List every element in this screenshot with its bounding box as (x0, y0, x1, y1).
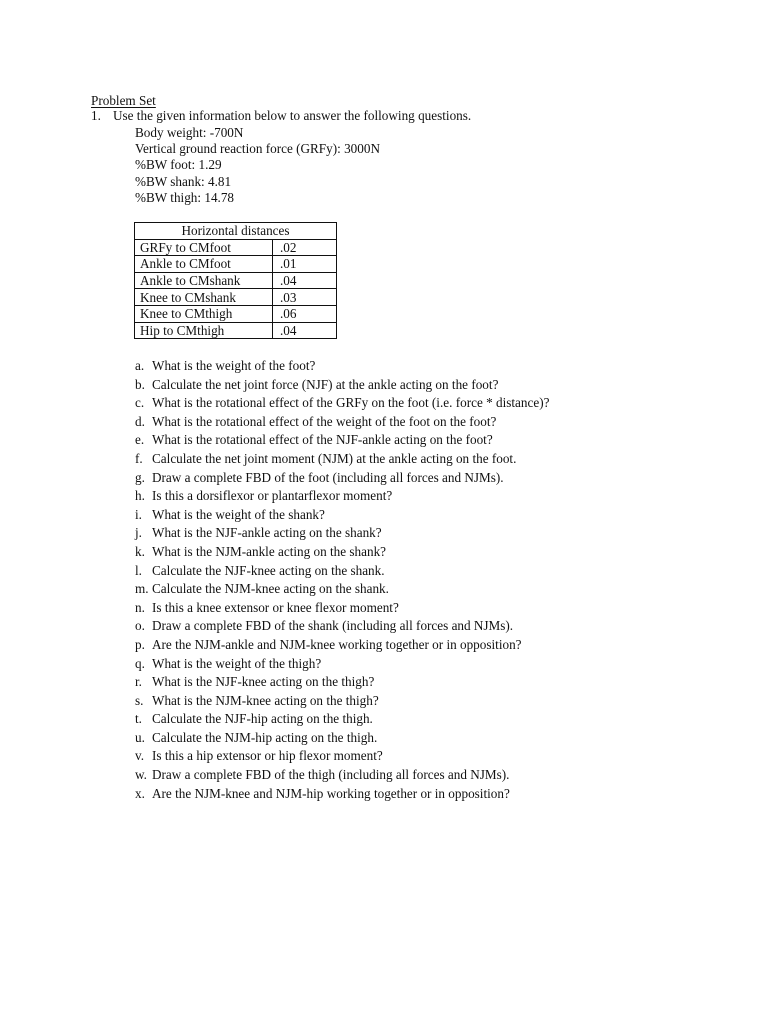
question-text: What is the NJM-ankle acting on the shank? (152, 543, 387, 559)
question-item (135, 524, 549, 543)
question-text: Draw a complete FBD of the shank (including all forces and NJMs). (152, 618, 514, 634)
table-row (135, 289, 337, 306)
question-item (135, 413, 549, 432)
question-text: Are the NJM-knee and NJM-hip working together or in opposition? (152, 785, 510, 801)
given-bw-foot: %BW foot: 1.29 (135, 157, 222, 173)
question-letter: p. (135, 636, 145, 652)
question-letter: l. (135, 562, 142, 578)
question-item (135, 394, 549, 413)
question-text: What is the rotational effect of the GRFy on the foot (i.e. force * distance)? (152, 395, 550, 411)
given-grfy: Vertical ground reaction force (GRFy): 3000N (135, 141, 380, 157)
table-cell-label: Hip to CMthigh (135, 322, 273, 339)
question-letter: f. (135, 450, 143, 466)
question-item (135, 617, 549, 636)
item-number: 1. (91, 108, 101, 123)
question-letter: n. (135, 599, 145, 615)
question-text: Calculate the NJM-hip acting on the thigh. (152, 729, 378, 745)
question-letter: x. (135, 785, 145, 801)
question-item (135, 450, 549, 469)
question-text: What is the NJF-knee acting on the thigh? (152, 674, 375, 690)
question-item (135, 636, 549, 655)
question-text: What is the rotational effect of the weight of the foot on the foot? (152, 413, 497, 429)
question-text: Is this a dorsiflexor or plantarflexor moment? (152, 488, 393, 504)
question-letter: h. (135, 488, 145, 504)
question-list (135, 357, 549, 803)
question-text: Calculate the NJF-hip acting on the thigh. (152, 711, 373, 727)
document-title: Problem Set (91, 93, 156, 108)
question-item (135, 599, 549, 618)
table-cell-value: .03 (273, 289, 337, 306)
question-text: Is this a hip extensor or hip flexor moment? (152, 748, 383, 764)
question-text: Is this a knee extensor or knee flexor moment? (152, 599, 399, 615)
question-item (135, 562, 549, 581)
question-letter: r. (135, 674, 142, 690)
table-row (135, 305, 337, 322)
horizontal-distances-table (134, 222, 337, 339)
question-item (135, 431, 549, 450)
question-item (135, 710, 549, 729)
question-item (135, 357, 549, 376)
question-text: Draw a complete FBD of the thigh (including all forces and NJMs). (152, 767, 510, 783)
table-cell-value: .02 (273, 239, 337, 256)
question-letter: c. (135, 395, 145, 411)
question-item (135, 376, 549, 395)
question-letter: k. (135, 543, 145, 559)
question-text: What is the weight of the shank? (152, 506, 325, 522)
table-cell-value: .04 (273, 272, 337, 289)
given-body-weight: Body weight: -700N (135, 125, 244, 140)
question-text: What is the weight of the thigh? (152, 655, 322, 671)
table-cell-label: GRFy to CMfoot (135, 239, 273, 256)
table-cell-label: Knee to CMshank (135, 289, 273, 306)
table-cell-value: .06 (273, 305, 337, 322)
question-letter: e. (135, 432, 145, 448)
question-item (135, 747, 549, 766)
table-row (135, 256, 337, 273)
given-bw-shank: %BW shank: 4.81 (135, 173, 232, 189)
question-item (135, 543, 549, 562)
table-row (135, 239, 337, 256)
question-text: What is the NJM-knee acting on the thigh? (152, 692, 379, 708)
question-letter: u. (135, 729, 145, 745)
question-letter: s. (135, 692, 144, 708)
given-information-list (135, 125, 380, 206)
question-letter: j. (135, 525, 142, 541)
question-item (135, 487, 549, 506)
question-letter: w. (135, 767, 147, 783)
table-cell-value: .01 (273, 256, 337, 273)
question-item (135, 580, 549, 599)
question-item (135, 692, 549, 711)
question-item (135, 766, 549, 785)
question-text: Calculate the NJF-knee acting on the shank. (152, 562, 385, 578)
question-letter: i. (135, 506, 142, 522)
table-cell-label: Ankle to CMfoot (135, 256, 273, 273)
question-text: What is the weight of the foot? (152, 358, 316, 373)
question-letter: v. (135, 748, 145, 764)
table-row (135, 322, 337, 339)
question-item (135, 655, 549, 674)
question-item (135, 673, 549, 692)
given-bw-thigh: %BW thigh: 14.78 (135, 189, 235, 205)
question-text: Draw a complete FBD of the foot (including all forces and NJMs). (152, 469, 504, 485)
question-letter: a. (135, 358, 145, 373)
table-header: Horizontal distances (135, 223, 337, 240)
question-letter: o. (135, 618, 145, 634)
table-cell-value: .04 (273, 322, 337, 339)
question-text: What is the rotational effect of the NJF-ankle acting on the foot? (152, 432, 493, 448)
question-item (135, 506, 549, 525)
question-item (135, 469, 549, 488)
table-row (135, 272, 337, 289)
question-letter: t. (135, 711, 142, 727)
question-letter: g. (135, 469, 145, 485)
table-cell-label: Ankle to CMshank (135, 272, 273, 289)
question-text: Calculate the net joint moment (NJM) at the ankle acting on the foot. (152, 450, 517, 466)
question-item (135, 729, 549, 748)
question-text: Are the NJM-ankle and NJM-knee working together or in opposition? (152, 636, 522, 652)
table-cell-label: Knee to CMthigh (135, 305, 273, 322)
question-text: What is the NJF-ankle acting on the shank? (152, 525, 382, 541)
question-text: Calculate the net joint force (NJF) at the ankle acting on the foot? (152, 376, 499, 392)
question-text: Calculate the NJM-knee acting on the shank. (152, 581, 389, 597)
question-letter: q. (135, 655, 145, 671)
table-header-row (135, 223, 337, 240)
question-letter: b. (135, 376, 145, 392)
question-letter: d. (135, 413, 145, 429)
question-item (135, 785, 549, 804)
item-instruction: Use the given information below to answer the following questions. (113, 108, 472, 123)
question-letter: m. (135, 581, 149, 597)
